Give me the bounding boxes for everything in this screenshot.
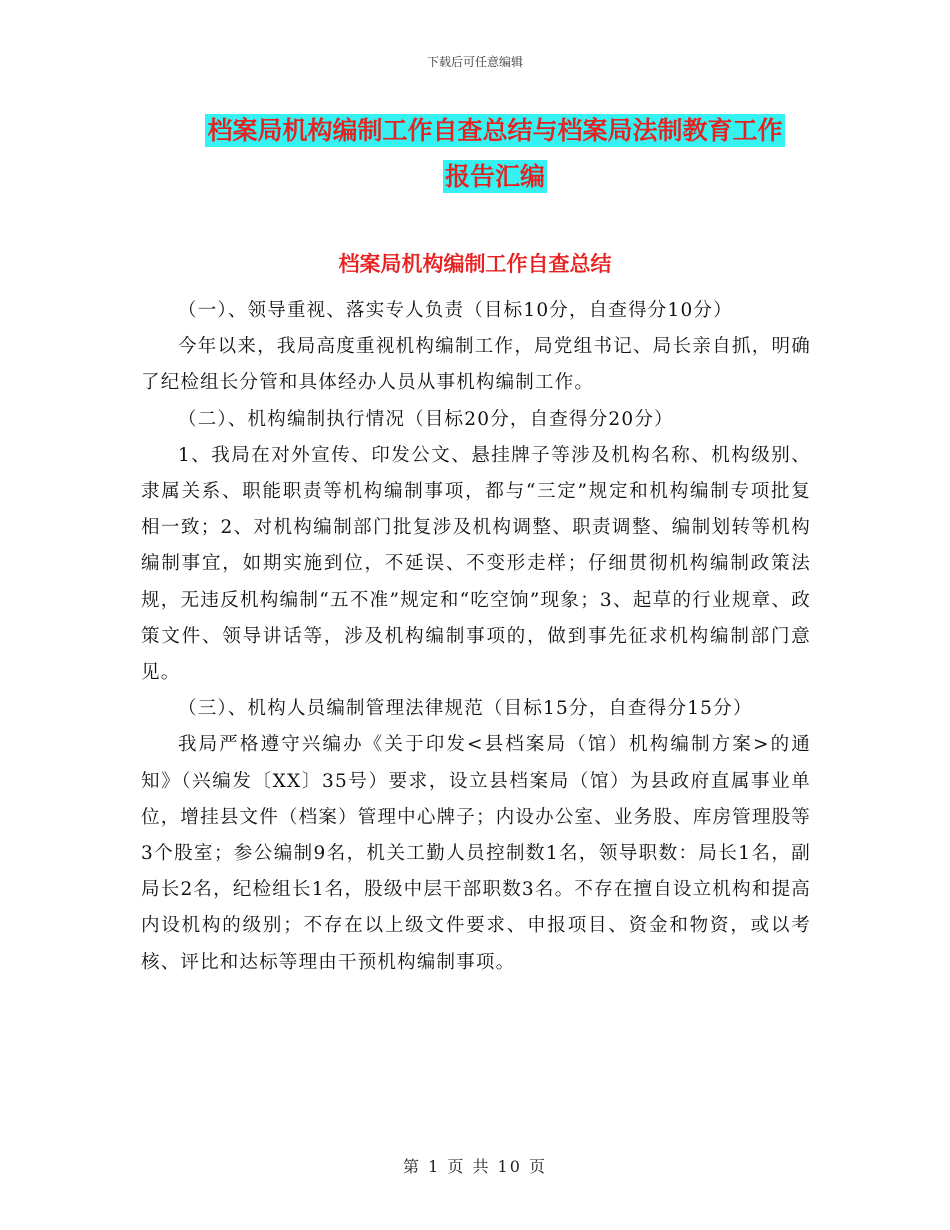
body-text bbox=[141, 293, 811, 981]
paragraph-3: （二）、机构编制执行情况（目标20分，自查得分20分） bbox=[178, 408, 674, 430]
paragraph-1: （一）、领导重视、落实专人负责（目标10分，自查得分10分） bbox=[178, 300, 733, 321]
paragraph-2: 今年以来，我局高度重视机构编制工作，局党组书记、局长亲自抓，明确了纪检组长分管和具体经办人员从事机构编制工作。 bbox=[141, 336, 811, 394]
page-footer: 第 1 页 共 10 页 bbox=[403, 1157, 547, 1176]
title-line-2: 报告汇编 bbox=[444, 162, 545, 191]
paragraph-6: 我局严格遵守兴编办《关于印发<县档案局（馆）机构编制方案>的通知》（兴编发〔XX〕35号）要求，设立县档案局（馆）为县政府直属事业单位，增挂县文件（档案）管理中心牌子；内设办公室、业务股、库房管理股等3个股室；参公编制9名，机关工勤人员控制数1名，领导职数：局长1名，副局长2名，纪检组长1名，股级中层干部职数3名。不存在擅自设立机构和提高内设机构的级别；不存在以上级文件要求、申报项目、资金和物资，或以考核、评比和达标等理由干预机构编制事项。 bbox=[141, 734, 811, 973]
paragraph-5: （三）、机构人员编制管理法律规范（目标15分，自查得分15分） bbox=[178, 698, 753, 720]
section-title: 档案局机构编制工作自查总结 bbox=[338, 252, 612, 276]
title-line-1: 档案局机构编制工作自查总结与档案局法制教育工作 bbox=[207, 116, 783, 145]
paragraph-4: 1、我局在对外宣传、印发公文、悬挂牌子等涉及机构名称、机构级别、隶属关系、职能职责等机构编制事项，都与“三定”规定和机构编制专项批复相一致；2、对机构编制部门批复涉及机构调整、职责调整、编制划转等机构编制事宜，如期实施到位，不延误、不变形走样；仔细贯彻机构编制政策法规，无违反机构编制“五不准”规定和“吃空饷”现象；3、起草的行业规章、政策文件、领导讲话等，涉及机构编制事项的，做到事先征求机构编制部门意见。 bbox=[141, 444, 811, 684]
header-note: 下载后可任意编辑 bbox=[426, 55, 523, 69]
document-title bbox=[150, 108, 840, 200]
